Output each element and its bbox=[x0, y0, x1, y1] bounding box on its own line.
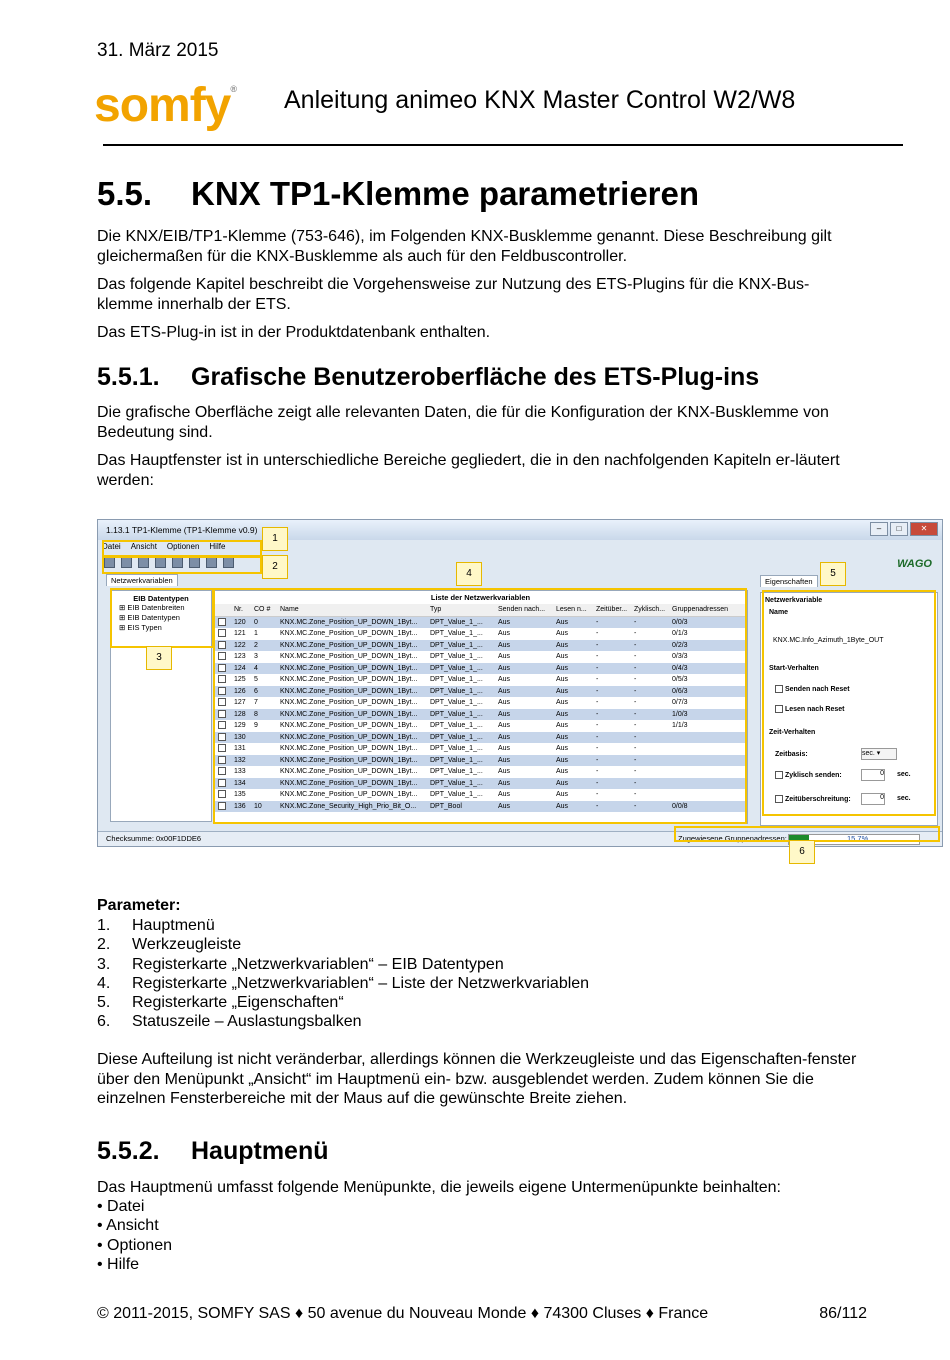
table-cell: 121 bbox=[234, 630, 246, 637]
mainmenu-intro: Das Hauptmenü umfasst folgende Menüpunkte, die jeweils eigene Untermenüpunkte beinhalten: bbox=[97, 1179, 781, 1196]
table-cell: Aus bbox=[556, 641, 569, 649]
table-cell: Aus bbox=[556, 710, 569, 718]
table-cell: 0 bbox=[254, 618, 258, 626]
list-item: 2. Werkzeugleiste bbox=[97, 936, 242, 954]
section-paragraph-2: Das folgende Kapitel beschreibt die Vorgehensweise zur Nutzung des ETS-Plugins für die KNX-Bus-klemme innerhalb der ETS. bbox=[97, 276, 810, 313]
page-footer bbox=[97, 1305, 867, 1323]
table-cell: - bbox=[634, 653, 637, 660]
tree-item[interactable]: ⊞ EIB Datentypen bbox=[119, 613, 180, 622]
table-cell: KNX.MC.Zone_Position_UP_DOWN_1Byt... bbox=[280, 756, 418, 764]
table-cell: DPT_Value_1_... bbox=[430, 676, 483, 683]
menu-ansicht[interactable]: Ansicht bbox=[130, 542, 157, 551]
table-cell: Aus bbox=[498, 733, 511, 741]
col-zyklisch[interactable]: Zyklisch... bbox=[634, 606, 666, 613]
menu-hilfe[interactable]: Hilfe bbox=[209, 542, 226, 551]
list-item: 5. Registerkarte „Eigenschaften“ bbox=[97, 994, 344, 1012]
table-cell: DPT_Value_1_... bbox=[430, 768, 483, 775]
list-item: 6. Statuszeile – Auslastungsbalken bbox=[97, 1013, 362, 1031]
table-cell: - bbox=[596, 641, 599, 649]
table-cell: - bbox=[634, 756, 637, 764]
table-cell: Aus bbox=[498, 687, 511, 695]
send-reset-checkbox[interactable]: Senden nach Reset bbox=[775, 685, 850, 693]
table-cell: KNX.MC.Zone_Position_UP_DOWN_1Byt... bbox=[280, 779, 418, 787]
table-cell: - bbox=[596, 779, 599, 787]
timeout-checkbox[interactable]: Zeitüberschreitung: bbox=[775, 795, 851, 803]
table-cell: 0/4/3 bbox=[672, 664, 688, 672]
table-cell: Aus bbox=[556, 687, 569, 695]
table-cell: KNX.MC.Zone_Position_UP_DOWN_1Byt... bbox=[280, 699, 418, 706]
table-cell: DPT_Value_1_... bbox=[430, 630, 483, 637]
col-gruppen[interactable]: Gruppenadressen bbox=[672, 606, 729, 613]
window-controls bbox=[870, 522, 938, 536]
table-cell: 0/1/3 bbox=[672, 630, 688, 637]
table-cell: DPT_Value_1_... bbox=[430, 687, 483, 695]
table-cell: Aus bbox=[498, 653, 511, 660]
table-cell: - bbox=[634, 791, 637, 798]
table-cell: 8 bbox=[254, 710, 258, 718]
table-cell: - bbox=[634, 745, 637, 752]
timebase-select[interactable]: sec. ▾ bbox=[861, 748, 897, 760]
table-cell: Aus bbox=[556, 699, 569, 706]
section-paragraph-1: Die KNX/EIB/TP1-Klemme (753-646), im Folgenden KNX-Busklemme genannt. Diese Beschreibung gilt gleichermaßen für die KNX-Busklemme als auch für den Feldbuscontroller. bbox=[97, 228, 832, 265]
usage-percent: 15.7% bbox=[847, 834, 869, 843]
table-cell: 4 bbox=[254, 664, 258, 672]
table-cell: Aus bbox=[498, 745, 511, 752]
page-number: 86/112 bbox=[819, 1305, 867, 1322]
col-typ[interactable]: Typ bbox=[430, 606, 442, 613]
wago-logo: WAGO bbox=[897, 558, 932, 570]
table-cell: - bbox=[596, 768, 599, 775]
table-cell: Aus bbox=[556, 756, 569, 764]
table-cell: KNX.MC.Zone_Position_UP_DOWN_1Byt... bbox=[280, 630, 418, 637]
read-reset-checkbox[interactable]: Lesen nach Reset bbox=[775, 705, 844, 713]
table-cell: Aus bbox=[498, 710, 511, 718]
table-cell: - bbox=[596, 664, 599, 672]
layout-paragraph: Diese Aufteilung ist nicht veränderbar, allerdings können die Werkzeugleiste und das Eigenschaften-fenster über den Menüpunkt „Ansicht“ im Hauptmenü ein- bzw. ausgeblendet werden. Zudem können Sie die einzelnen Fensterbereiche mit der Maus auf die gewünschte Breite ziehen. bbox=[97, 1051, 857, 1107]
table-cell: Aus bbox=[498, 618, 511, 626]
table-cell: Aus bbox=[498, 768, 511, 775]
table-cell: 129 bbox=[234, 722, 246, 729]
table-cell: 132 bbox=[234, 756, 246, 764]
parameter-list bbox=[97, 916, 589, 1032]
table-cell: 0/0/3 bbox=[672, 618, 688, 626]
table-cell: 130 bbox=[234, 733, 246, 741]
table-cell: KNX.MC.Zone_Position_UP_DOWN_1Byt... bbox=[280, 664, 418, 672]
table-cell: - bbox=[634, 802, 637, 810]
ets-plugin-screenshot bbox=[97, 519, 943, 847]
table-cell: - bbox=[596, 722, 599, 729]
table-cell: Aus bbox=[556, 618, 569, 626]
table-cell: DPT_Value_1_... bbox=[430, 641, 483, 649]
table-cell: KNX.MC.Zone_Position_UP_DOWN_1Byt... bbox=[280, 618, 418, 626]
table-cell: - bbox=[596, 676, 599, 683]
table-cell: 136 bbox=[234, 802, 246, 810]
table-cell: Aus bbox=[556, 791, 569, 798]
table-cell: Aus bbox=[556, 630, 569, 637]
table-cell: 0/0/8 bbox=[672, 802, 688, 810]
table-cell: 0/3/3 bbox=[672, 653, 688, 660]
table-cell: - bbox=[634, 699, 637, 706]
menu-optionen[interactable]: Optionen bbox=[166, 542, 200, 551]
props-header: Netzwerkvariable bbox=[765, 597, 823, 604]
table-cell: KNX.MC.Zone_Position_UP_DOWN_1Byt... bbox=[280, 722, 418, 729]
table-cell: - bbox=[596, 733, 599, 741]
document-title: Anleitung animeo KNX Master Control W2/W8 bbox=[284, 86, 796, 114]
col-nr[interactable]: Nr. bbox=[234, 606, 243, 613]
window-titlebar bbox=[98, 520, 942, 540]
table-cell: Aus bbox=[498, 791, 511, 798]
table-cell: Aus bbox=[556, 768, 569, 775]
document-date: 31. März 2015 bbox=[97, 40, 219, 61]
table-cell: KNX.MC.Zone_Position_UP_DOWN_1Byt... bbox=[280, 733, 418, 741]
parameter-heading: Parameter: bbox=[97, 897, 181, 914]
cyclic-checkbox[interactable]: Zyklisch senden: bbox=[775, 771, 842, 779]
table-cell: 0/7/3 bbox=[672, 699, 688, 706]
subsection-1-paragraph-1: Die grafische Oberfläche zeigt alle relevanten Daten, die für die Konfiguration der KNX-Busklemme von Bedeutung sind. bbox=[97, 404, 829, 441]
subsection-1-paragraph-2: Das Hauptfenster ist in unterschiedliche Bereiche gegliedert, die in den nachfolgenden Kapiteln er-läutert werden: bbox=[97, 452, 840, 489]
table-cell: Aus bbox=[498, 779, 511, 787]
col-senden[interactable]: Senden nach... bbox=[498, 606, 546, 613]
table-cell: Aus bbox=[556, 653, 569, 660]
table-cell: 123 bbox=[234, 653, 246, 660]
table-cell: Aus bbox=[498, 756, 511, 764]
timebase-label: Zeitbasis: bbox=[775, 751, 808, 758]
table-cell: - bbox=[596, 745, 599, 752]
table-cell: 3 bbox=[254, 653, 258, 660]
table-cell: - bbox=[634, 664, 637, 672]
table-cell: - bbox=[596, 687, 599, 695]
table-cell: KNX.MC.Zone_Position_UP_DOWN_1Byt... bbox=[280, 768, 418, 775]
table-title: Liste der Netzwerkvariablen bbox=[430, 593, 531, 602]
table-cell: DPT_Value_1_... bbox=[430, 664, 483, 672]
tree-header: EIB Datentypen bbox=[133, 594, 189, 603]
table-cell: 0/2/3 bbox=[672, 641, 688, 649]
subsection-heading-1: 5.5.1. Grafische Benutzeroberfläche des ETS-Plug-ins bbox=[97, 363, 760, 391]
table-cell: - bbox=[634, 641, 637, 649]
table-cell: KNX.MC.Zone_Position_UP_DOWN_1Byt... bbox=[280, 745, 418, 752]
table-cell: 5 bbox=[254, 676, 258, 683]
table-cell: 10 bbox=[254, 802, 262, 810]
table-cell: DPT_Value_1_... bbox=[430, 722, 483, 729]
table-cell: DPT_Value_1_... bbox=[430, 699, 483, 706]
table-cell: - bbox=[634, 687, 637, 695]
table-cell: Aus bbox=[498, 641, 511, 649]
col-lesen[interactable]: Lesen n... bbox=[556, 606, 587, 613]
table-cell: - bbox=[634, 676, 637, 683]
cyclic-input[interactable]: 0 bbox=[861, 769, 885, 781]
col-name[interactable]: Name bbox=[280, 606, 299, 613]
table-cell: - bbox=[634, 618, 637, 626]
table-cell: - bbox=[596, 710, 599, 718]
table-cell: DPT_Value_1_... bbox=[430, 791, 483, 798]
table-cell: - bbox=[596, 618, 599, 626]
props-name-label: Name bbox=[769, 609, 789, 616]
table-cell: DPT_Value_1_... bbox=[430, 653, 483, 660]
col-co[interactable]: CO # bbox=[254, 606, 271, 613]
table-cell: 128 bbox=[234, 710, 246, 718]
table-cell: 134 bbox=[234, 779, 246, 787]
cyclic-unit: sec. bbox=[897, 771, 911, 778]
somfy-logo: somfy® bbox=[94, 79, 237, 132]
tab-eigenschaften[interactable]: Eigenschaften bbox=[760, 575, 818, 587]
list-item: • Ansicht bbox=[97, 1217, 159, 1235]
callout-6: 6 bbox=[789, 840, 815, 864]
table-cell: 0/6/3 bbox=[672, 687, 688, 695]
table-cell: 133 bbox=[234, 768, 246, 775]
table-cell: Aus bbox=[556, 733, 569, 741]
table-cell: 127 bbox=[234, 699, 246, 706]
table-cell: DPT_Value_1_... bbox=[430, 733, 483, 741]
callout-2: 2 bbox=[262, 555, 288, 579]
table-cell: 131 bbox=[234, 745, 246, 752]
table-cell: Aus bbox=[498, 664, 511, 672]
callout-5: 5 bbox=[820, 562, 846, 586]
table-cell: KNX.MC.Zone_Position_UP_DOWN_1Byt... bbox=[280, 653, 418, 660]
table-cell: Aus bbox=[556, 779, 569, 787]
table-cell: - bbox=[596, 756, 599, 764]
table-cell: DPT_Value_1_... bbox=[430, 710, 483, 718]
table-cell: - bbox=[634, 710, 637, 718]
callout-box-5 bbox=[762, 590, 936, 816]
table-cell: 122 bbox=[234, 641, 246, 649]
section-heading: 5.5. KNX TP1-Klemme parametrieren bbox=[97, 175, 700, 212]
table-cell: Aus bbox=[556, 745, 569, 752]
table-cell: DPT_Value_1_... bbox=[430, 779, 483, 787]
callout-1: 1 bbox=[262, 527, 288, 551]
col-zeit[interactable]: Zeitüber... bbox=[596, 606, 628, 613]
props-start-label: Start-Verhalten bbox=[769, 665, 819, 672]
assigned-label: Zugewiesene Gruppenadressen: bbox=[678, 834, 787, 843]
callout-box-4 bbox=[213, 588, 747, 824]
table-cell: 135 bbox=[234, 791, 246, 798]
callout-box-3 bbox=[110, 588, 214, 648]
table-cell: - bbox=[596, 630, 599, 637]
mainmenu-list bbox=[97, 1197, 172, 1274]
table-cell: DPT_Value_1_... bbox=[430, 745, 483, 752]
table-cell: - bbox=[596, 653, 599, 660]
table-cell: KNX.MC.Zone_Position_UP_DOWN_1Byt... bbox=[280, 641, 418, 649]
table-cell: 120 bbox=[234, 618, 246, 626]
callout-box-2 bbox=[102, 555, 262, 574]
checksum: Checksumme: 0x00F1DDE6 bbox=[106, 834, 202, 843]
table-cell: - bbox=[634, 768, 637, 775]
list-item: • Datei bbox=[97, 1198, 145, 1215]
table-cell: 2 bbox=[254, 641, 258, 649]
table-cell: - bbox=[634, 779, 637, 787]
subsection-heading-2: 5.5.2. Hauptmenü bbox=[97, 1137, 329, 1165]
callout-3: 3 bbox=[146, 646, 172, 670]
table-cell: DPT_Bool bbox=[430, 802, 462, 810]
table-cell: 1 bbox=[254, 630, 258, 637]
table-cell: Aus bbox=[556, 802, 569, 810]
list-item: • Optionen bbox=[97, 1236, 172, 1254]
table-cell: 0/5/3 bbox=[672, 676, 688, 683]
table-cell: - bbox=[634, 722, 637, 729]
table-cell: Aus bbox=[498, 802, 511, 810]
table-cell: KNX.MC.Zone_Position_UP_DOWN_1Byt... bbox=[280, 676, 418, 683]
table-cell: 126 bbox=[234, 687, 246, 695]
table-cell: 124 bbox=[234, 664, 246, 672]
maximize-icon[interactable]: □ bbox=[890, 522, 908, 536]
table-cell: KNX.MC.Zone_Security_High_Prio_Bit_O... bbox=[280, 802, 417, 810]
table-cell: 9 bbox=[254, 722, 258, 729]
table-cell: Aus bbox=[498, 630, 511, 637]
table-cell: Aus bbox=[556, 676, 569, 683]
timeout-unit: sec. bbox=[897, 795, 911, 802]
table-cell: 1/1/3 bbox=[672, 722, 688, 729]
table-cell: Aus bbox=[498, 722, 511, 729]
table-cell: KNX.MC.Zone_Position_UP_DOWN_1Byt... bbox=[280, 791, 418, 798]
callout-4: 4 bbox=[456, 562, 482, 586]
table-cell: 6 bbox=[254, 687, 258, 695]
table-cell: DPT_Value_1_... bbox=[430, 756, 483, 764]
menu-datei[interactable]: Datei bbox=[102, 542, 121, 551]
table-cell: KNX.MC.Zone_Position_UP_DOWN_1Byt... bbox=[280, 710, 418, 718]
table-cell: - bbox=[596, 791, 599, 798]
list-item: 3. Registerkarte „Netzwerkvariablen“ – EIB Datentypen bbox=[97, 955, 504, 973]
tree-item[interactable]: ⊞ EIB Datenbreiten bbox=[119, 603, 185, 612]
props-time-label: Zeit-Verhalten bbox=[769, 729, 816, 736]
props-name-value: KNX.MC.Info_Azimuth_1Byte_OUT bbox=[773, 637, 884, 644]
list-item: 1. Hauptmenü bbox=[97, 917, 215, 934]
table-cell: 1/0/3 bbox=[672, 710, 688, 718]
footer-copyright: © 2011-2015, SOMFY SAS ♦ 50 avenue du Nouveau Monde ♦ 74300 Cluses ♦ France bbox=[97, 1305, 709, 1322]
header-divider bbox=[103, 144, 903, 146]
tab-netzwerkvariablen[interactable]: Netzwerkvariablen bbox=[106, 574, 178, 586]
close-icon[interactable]: ✕ bbox=[910, 522, 938, 536]
tree-item[interactable]: ⊞ EIS Typen bbox=[119, 623, 162, 632]
table-cell: Aus bbox=[498, 699, 511, 706]
table-cell: Aus bbox=[556, 664, 569, 672]
table-cell: - bbox=[634, 733, 637, 741]
table-cell: - bbox=[596, 699, 599, 706]
list-item: 4. Registerkarte „Netzwerkvariablen“ – Liste der Netzwerkvariablen bbox=[97, 974, 590, 992]
minimize-icon[interactable]: – bbox=[870, 522, 888, 536]
table-cell: KNX.MC.Zone_Position_UP_DOWN_1Byt... bbox=[280, 687, 418, 695]
timeout-input[interactable]: 0 bbox=[861, 793, 885, 805]
window-title: 1.13.1 TP1-Klemme (TP1-Klemme v0.9) bbox=[106, 525, 258, 535]
table-cell: 125 bbox=[234, 676, 246, 683]
section-paragraph-3: Das ETS-Plug-in ist in der Produktdatenbank enthalten. bbox=[97, 324, 491, 341]
table-cell: Aus bbox=[498, 676, 511, 683]
table-cell: DPT_Value_1_... bbox=[430, 618, 483, 626]
list-item: • Hilfe bbox=[97, 1255, 140, 1273]
table-cell: - bbox=[634, 630, 637, 637]
table-cell: 7 bbox=[254, 699, 258, 706]
table-cell: - bbox=[596, 802, 599, 810]
table-cell: Aus bbox=[556, 722, 569, 729]
